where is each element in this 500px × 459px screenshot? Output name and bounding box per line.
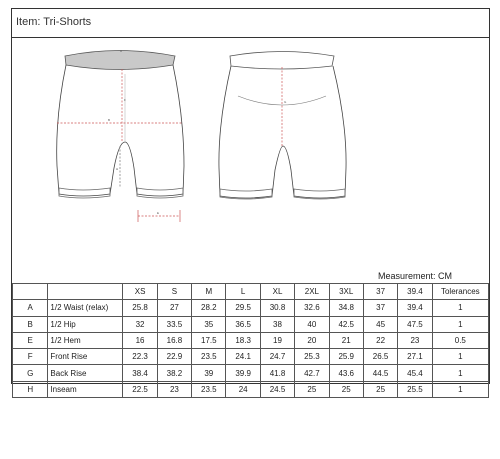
value-cell: 18.3 <box>226 332 260 348</box>
point-code-cell: G <box>13 365 48 381</box>
back-body-outline <box>219 66 346 198</box>
header-cell: XL <box>260 284 294 300</box>
measurement-name-cell: 1/2 Waist (relax) <box>48 300 123 316</box>
value-cell: 16.8 <box>157 332 191 348</box>
value-cell: 39.9 <box>226 365 260 381</box>
value-cell: 17.5 <box>192 332 226 348</box>
value-cell: 22.5 <box>123 381 157 397</box>
value-cell: 1 <box>432 365 488 381</box>
value-cell: 24.7 <box>260 349 294 365</box>
value-cell: 22 <box>363 332 397 348</box>
value-cell: 22.9 <box>157 349 191 365</box>
header-cell: L <box>226 284 260 300</box>
title-bar <box>12 9 489 38</box>
value-cell: 35 <box>192 316 226 332</box>
table-row <box>13 365 489 381</box>
value-cell: 24.5 <box>260 381 294 397</box>
measurement-name-cell: Back Rise <box>48 365 123 381</box>
header-cell: M <box>192 284 226 300</box>
value-cell: 41.8 <box>260 365 294 381</box>
table-row <box>13 316 489 332</box>
size-chart-table <box>12 283 489 398</box>
value-cell: 25 <box>295 381 329 397</box>
value-cell: 1 <box>432 300 488 316</box>
header-cell: 2XL <box>295 284 329 300</box>
value-cell: 26.5 <box>363 349 397 365</box>
label-a: A <box>120 49 123 53</box>
header-cell: S <box>157 284 191 300</box>
header-cell: 37 <box>363 284 397 300</box>
value-cell: 16 <box>123 332 157 348</box>
table-row <box>13 300 489 316</box>
measurement-name-cell: Front Rise <box>48 349 123 365</box>
table-row <box>13 381 489 397</box>
header-cell <box>13 284 48 300</box>
value-cell: 39.4 <box>398 300 432 316</box>
point-code-cell: B <box>13 316 48 332</box>
point-code-cell: E <box>13 332 48 348</box>
value-cell: 42.5 <box>329 316 363 332</box>
label-g: G <box>284 100 287 104</box>
back-view <box>219 52 346 200</box>
label-b: B <box>108 118 111 122</box>
value-cell: 28.2 <box>192 300 226 316</box>
value-cell: 47.5 <box>398 316 432 332</box>
back-waistband <box>230 52 334 70</box>
value-cell: 24.1 <box>226 349 260 365</box>
value-cell: 38.4 <box>123 365 157 381</box>
value-cell: 36.5 <box>226 316 260 332</box>
value-cell: 38 <box>260 316 294 332</box>
front-waistband <box>65 51 175 70</box>
value-cell: 25 <box>329 381 363 397</box>
value-cell: 25.8 <box>123 300 157 316</box>
measurement-unit: Measurement: CM <box>378 271 453 281</box>
value-cell: 23.5 <box>192 349 226 365</box>
point-code-cell: F <box>13 349 48 365</box>
shorts-diagram <box>12 38 489 280</box>
value-cell: 40 <box>295 316 329 332</box>
value-cell: 27 <box>157 300 191 316</box>
value-cell: 32.6 <box>295 300 329 316</box>
label-f: F <box>124 98 126 102</box>
value-cell: 19 <box>260 332 294 348</box>
value-cell: 38.2 <box>157 365 191 381</box>
back-right-cuff <box>294 189 345 199</box>
front-right-cuff <box>137 188 183 198</box>
value-cell: 0.5 <box>432 332 488 348</box>
value-cell: 27.1 <box>398 349 432 365</box>
value-cell: 25.5 <box>398 381 432 397</box>
measurement-name-cell: 1/2 Hem <box>48 332 123 348</box>
value-cell: 22.3 <box>123 349 157 365</box>
value-cell: 24 <box>226 381 260 397</box>
value-cell: 37 <box>363 300 397 316</box>
value-cell: 42.7 <box>295 365 329 381</box>
table-header-row <box>13 284 489 300</box>
table-row <box>13 349 489 365</box>
value-cell: 43.6 <box>329 365 363 381</box>
value-cell: 21 <box>329 332 363 348</box>
item-title: Item: Tri-Shorts <box>16 16 92 28</box>
table-row <box>13 332 489 348</box>
header-cell <box>48 284 123 300</box>
spec-sheet <box>11 8 490 394</box>
back-left-cuff <box>220 189 272 199</box>
value-cell: 1 <box>432 381 488 397</box>
value-cell: 45 <box>363 316 397 332</box>
header-cell: 39.4 <box>398 284 432 300</box>
header-cell: 3XL <box>329 284 363 300</box>
value-cell: 23 <box>157 381 191 397</box>
value-cell: 32 <box>123 316 157 332</box>
point-code-cell: A <box>13 300 48 316</box>
point-code-cell: H <box>13 381 48 397</box>
value-cell: 25.3 <box>295 349 329 365</box>
value-cell: 30.8 <box>260 300 294 316</box>
label-e: E <box>157 211 160 215</box>
value-cell: 34.8 <box>329 300 363 316</box>
measurement-name-cell: 1/2 Hip <box>48 316 123 332</box>
value-cell: 23 <box>398 332 432 348</box>
value-cell: 25 <box>363 381 397 397</box>
header-cell: XS <box>123 284 157 300</box>
value-cell: 1 <box>432 316 488 332</box>
value-cell: 1 <box>432 349 488 365</box>
value-cell: 23.5 <box>192 381 226 397</box>
value-cell: 20 <box>295 332 329 348</box>
value-cell: 45.4 <box>398 365 432 381</box>
value-cell: 29.5 <box>226 300 260 316</box>
label-h: H <box>116 167 119 171</box>
front-measure-lines <box>57 69 183 222</box>
value-cell: 44.5 <box>363 365 397 381</box>
value-cell: 39 <box>192 365 226 381</box>
back-measure-labels <box>284 100 287 104</box>
value-cell: 25.9 <box>329 349 363 365</box>
value-cell: 33.5 <box>157 316 191 332</box>
front-left-cuff <box>59 188 110 198</box>
measurement-name-cell: Inseam <box>48 381 123 397</box>
header-cell: Tolerances <box>432 284 488 300</box>
front-body-outline <box>57 65 184 196</box>
